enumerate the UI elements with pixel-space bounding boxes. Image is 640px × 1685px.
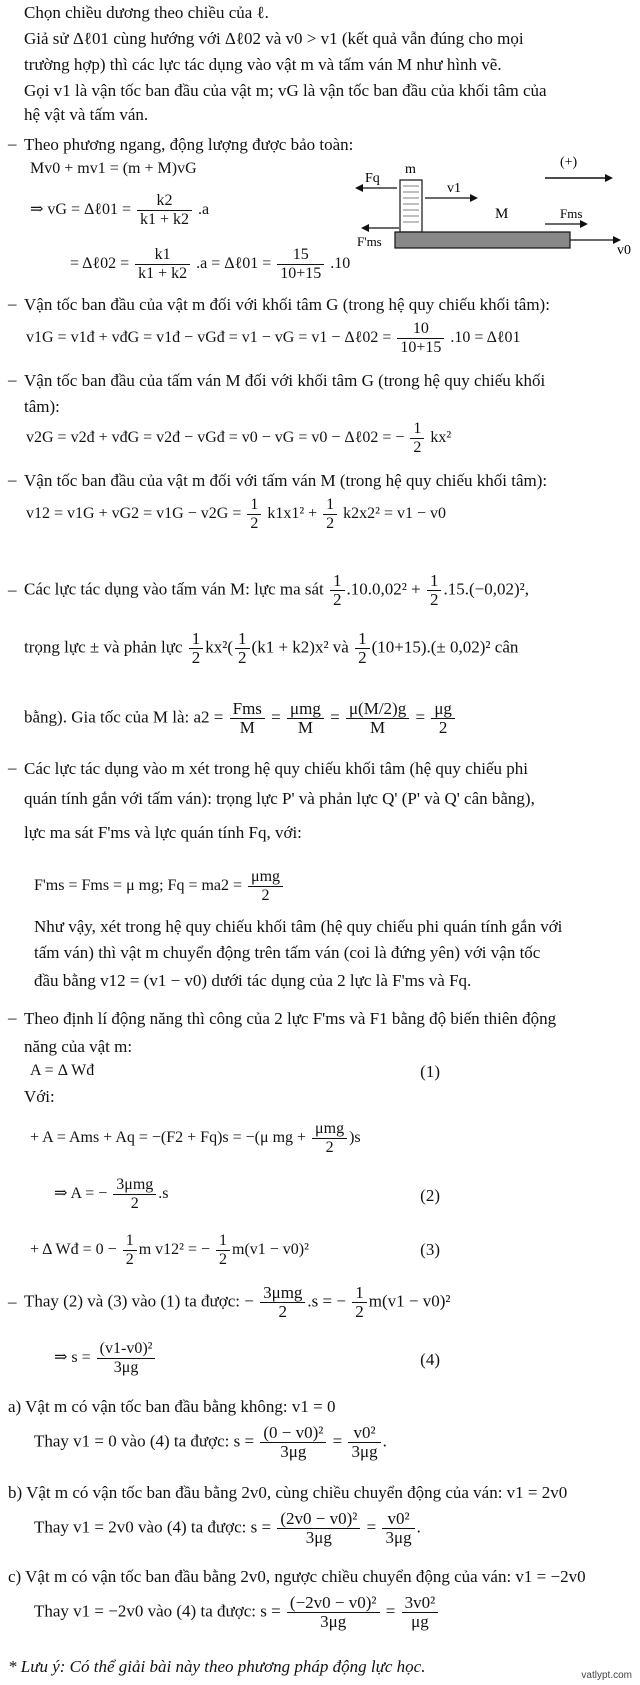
denominator: 2 — [333, 590, 342, 609]
fraction — [382, 1510, 414, 1547]
fraction — [97, 1340, 156, 1377]
denominator: 2 — [278, 1302, 287, 1321]
eq-text: v1G = v1đ + vđG = v1đ − vGđ = v1 − vG = v1 − Δℓ02 = — [26, 329, 392, 347]
denominator: 2 — [130, 1195, 139, 1212]
eq-text: = Δℓ02 = — [70, 255, 130, 273]
eq-text: ⇒ A = − — [54, 1185, 108, 1203]
sec1-eq1: Mv0 + mv1 = (m + M)vG — [30, 160, 197, 177]
sec2-title: Vận tốc ban đầu của vật m đối với khối tâm G (trong hệ quy chiếu khối tâm): — [24, 295, 550, 314]
numerator: μ(M/2)g — [346, 700, 409, 719]
text: .10.0,02² + — [346, 579, 421, 599]
label-m: m — [405, 162, 416, 177]
sec6-line-2: quán tính gắn với tấm ván): trọng lực P' và phản lực Q' (P' và Q' cân bằng), — [24, 789, 535, 808]
sec2-eq — [26, 320, 521, 357]
sec7-eq3 — [54, 1176, 169, 1213]
case-c-eq: Thay v1 = −2v0 vào (4) ta được: s = $\frac{\text{(−2v0 − v0)²}}{3\mu g}$ = $\frac{\text{3v0²}}{\mu g}$ — [34, 1594, 632, 1631]
eq-text: .a = Δℓ01 = — [196, 255, 272, 273]
sec7-line-1: Theo định lí động năng thì công của 2 lực F'ms và F1 bằng độ biến thiên động — [24, 1009, 557, 1028]
intro-line-2: Giả sử Δℓ01 cùng hướng với Δℓ02 và v0 > v1 (kết quả vẫn đúng cho mọi — [24, 29, 524, 48]
denominator: 2 — [355, 1302, 364, 1321]
text: (10+15).(± 0,02)² cân — [371, 637, 519, 657]
numerator: 3μmg — [260, 1284, 305, 1303]
numerator: (2v0 − v0)² — [277, 1510, 360, 1529]
denominator: k1 + k2 — [139, 211, 189, 228]
numerator: 1 — [427, 572, 442, 591]
numerator: 3μmg — [113, 1176, 156, 1195]
denominator: 3μg — [280, 1442, 307, 1461]
text: m(v1 − v0)² — [368, 1291, 451, 1311]
label-fms-left: F'ms — [357, 234, 382, 249]
numerator: μmg — [248, 868, 283, 887]
numerator: 1 — [355, 630, 370, 649]
numerator: 10 — [397, 320, 444, 339]
denominator: 3μg — [305, 1528, 332, 1547]
denominator: 3μg — [113, 1359, 139, 1376]
fraction — [355, 630, 370, 667]
eq-text: v2G = v2đ + vđG = v2đ − vGđ = v0 − vG = v0 − Δℓ02 = − — [26, 429, 405, 447]
numerator: 1 — [410, 420, 424, 439]
fraction — [287, 700, 324, 737]
label-M: M — [495, 206, 509, 222]
sec1-eq3 — [70, 246, 350, 283]
denominator: 3μg — [351, 1442, 378, 1461]
denominator: μg — [411, 1612, 429, 1631]
eq-number-1: (1) — [420, 1062, 440, 1081]
text: .15.(−0,02)², — [443, 579, 529, 599]
text: Thay v1 = 2v0 vào (4) ta được: s = — [34, 1517, 272, 1537]
intro-line-5: hệ vật và tấm ván. — [24, 105, 149, 124]
numerator: 1 — [216, 1232, 230, 1251]
label-plus: (+) — [560, 155, 578, 170]
eq-text: .10 = Δℓ01 — [450, 329, 521, 347]
bullet-dash: – — [8, 580, 17, 599]
denominator: 2 — [413, 439, 422, 456]
fraction — [348, 1424, 380, 1461]
numerator: 1 — [123, 1232, 137, 1251]
bullet-dash: – — [8, 1008, 17, 1027]
label-v1: v1 — [447, 181, 461, 196]
text: Thay (2) và (3) vào (1) ta được: − — [24, 1291, 254, 1311]
sec1-title: Theo phương ngang, động lượng được bảo toàn: — [24, 135, 354, 154]
fraction — [427, 572, 442, 609]
eq-number-3: (3) — [420, 1240, 440, 1259]
sec6-line-5: tấm ván) thì vật m chuyển động trên tấm ván (coi là đứng yên) với vận tốc — [34, 943, 541, 962]
sec5-line-2 — [24, 630, 632, 667]
denominator: M — [239, 718, 255, 737]
sec3-title-2: tâm): — [24, 397, 60, 416]
fraction — [247, 496, 261, 533]
fraction — [397, 320, 444, 357]
eq-text: .s — [158, 1185, 169, 1203]
sec5-line-1 — [24, 572, 632, 609]
denominator: 2 — [238, 648, 247, 667]
fraction — [216, 1232, 230, 1269]
numerator: 3v0² — [402, 1594, 439, 1613]
bullet-dash: – — [8, 134, 17, 153]
sec3-eq — [26, 420, 451, 457]
text: trọng lực ± và phản lực — [24, 637, 183, 657]
sec6-line-6: đầu bằng v12 = (v1 − v0) dưới tác dụng của 2 lực là F'ms và Fq. — [34, 971, 472, 990]
numerator: μg — [431, 700, 455, 719]
denominator: 2 — [325, 1139, 334, 1156]
intro-line-1: Chọn chiều dương theo chiều của ℓ. — [24, 3, 269, 22]
sec4-title: Vận tốc ban đầu của vật m đối với tấm ván M (trong hệ quy chiếu khối tâm): — [24, 471, 548, 490]
numerator: v0² — [382, 1510, 414, 1529]
denominator: 2 — [125, 1251, 134, 1268]
eq-text: .10 — [330, 255, 351, 273]
intro-line-4: Gọi v1 là vận tốc ban đầu của vật m; vG là vận tốc ban đầu của khối tâm của — [24, 81, 547, 100]
sec3-title: Vận tốc ban đầu của tấm ván M đối với khối tâm G (trong hệ quy chiếu khối — [24, 371, 546, 390]
denominator: 2 — [429, 590, 439, 609]
eq-text: ⇒ s = — [54, 1349, 91, 1367]
case-a-eq: Thay v1 = 0 vào (4) ta được: s = $\frac{\text{(0 − v0)²}}{3\mu g}$ = $\frac{\text{v0²}}{3\mu g}$ . — [34, 1423, 387, 1461]
text: bằng). Gia tốc của M là: a2 = — [24, 707, 224, 727]
denominator: 2 — [261, 887, 270, 904]
label-fq: Fq — [365, 171, 380, 186]
eq-number-4: (4) — [420, 1350, 440, 1369]
sec4-eq — [26, 496, 446, 533]
denominator: 2 — [191, 648, 201, 667]
numerator: 1 — [352, 1284, 367, 1303]
text: Thay v1 = 0 vào (4) ta được: s = — [34, 1431, 255, 1451]
denominator: 10+15 — [400, 339, 442, 356]
text: kx²( — [205, 637, 234, 657]
fraction — [402, 1594, 439, 1631]
sec8-eq — [54, 1340, 157, 1377]
note: * Lưu ý: Có thể giải bài này theo phương pháp động lực học. — [8, 1657, 426, 1676]
eq-text: ⇒ vG = Δℓ01 = — [30, 201, 131, 219]
denominator: 3μg — [385, 1528, 412, 1547]
sec7-eq4 — [30, 1232, 309, 1269]
text: .s = − — [307, 1291, 346, 1311]
denominator: 2 — [358, 648, 367, 667]
arrow-head — [361, 224, 369, 232]
numerator: k1 — [135, 246, 190, 265]
bullet-dash: – — [8, 758, 17, 777]
arrow-head — [355, 184, 363, 192]
fraction — [260, 1424, 326, 1461]
eq-text: + Δ Wđ = 0 − — [30, 1241, 117, 1259]
arrow-head — [605, 174, 613, 182]
fraction — [260, 1284, 305, 1321]
block-m — [400, 180, 422, 232]
sec1-eq2 — [30, 192, 209, 229]
text: (k1 + k2)x² và — [251, 637, 349, 657]
fraction — [235, 630, 250, 667]
eq-text: v12 = v1G + vG2 = v1G − v2G = — [26, 505, 242, 523]
fraction — [230, 700, 265, 737]
eq-text: F'ms = Fms = μ mg; Fq = ma2 = — [34, 877, 243, 895]
sec7-line-3: Với: — [24, 1087, 55, 1106]
footer-watermark: vatlypt.com — [581, 1670, 632, 1681]
sec7-eq2 — [30, 1120, 361, 1157]
text: Thay v1 = −2v0 vào (4) ta được: s = — [34, 1601, 281, 1621]
sec6-line-3: lực ma sát F'ms và lực quán tính Fq, với: — [24, 823, 302, 842]
denominator: k1 + k2 — [138, 265, 188, 282]
eq-text: .a — [198, 201, 210, 219]
text: Các lực tác dụng vào tấm ván M: lực ma sát — [24, 579, 324, 599]
denominator: M — [297, 718, 313, 737]
bullet-dash: – — [8, 294, 17, 313]
numerator: μmg — [287, 700, 324, 719]
sec7-eq1: A = Δ Wđ — [30, 1062, 95, 1079]
numerator: 1 — [235, 630, 250, 649]
sec7-line-2: năng của vật m: — [24, 1037, 133, 1056]
fraction — [189, 630, 204, 667]
sec6-eq — [34, 868, 285, 905]
denominator: 2 — [438, 718, 448, 737]
eq-text: m v12² = − — [138, 1241, 210, 1259]
denominator: 2 — [250, 515, 259, 532]
numerator: Fms — [230, 700, 265, 719]
sec6-line-1: Các lực tác dụng vào m xét trong hệ quy chiếu khối tâm (hệ quy chiếu phi — [24, 759, 528, 778]
numerator: v0² — [348, 1424, 380, 1443]
eq-number-2: (2) — [420, 1186, 440, 1205]
case-c-title: c) Vật m có vận tốc ban đầu bằng 2v0, ngược chiều chuyển động của ván: v1 = −2v0 — [8, 1567, 586, 1586]
numerator: 1 — [330, 572, 345, 591]
eq-text: m(v1 − v0)² — [232, 1241, 309, 1259]
numerator: 15 — [277, 246, 324, 265]
numerator: (v1-v0)² — [97, 1340, 156, 1359]
numerator: k2 — [137, 192, 192, 211]
fraction — [352, 1284, 367, 1321]
fraction — [277, 246, 324, 283]
denominator: 2 — [326, 515, 335, 532]
case-a-title: a) Vật m có vận tốc ban đầu bằng không: v1 = 0 — [8, 1397, 336, 1416]
fraction — [410, 420, 424, 457]
eq-text: k2x2² = v1 − v0 — [343, 505, 447, 523]
numerator: μmg — [312, 1120, 347, 1139]
arrow-head — [580, 220, 588, 228]
numerator: 1 — [323, 496, 337, 515]
bullet-dash: – — [8, 470, 17, 489]
case-b-title: b) Vật m có vận tốc ban đầu bằng 2v0, cùng chiều chuyển động của ván: v1 = 2v0 — [8, 1483, 568, 1502]
forces-diagram — [355, 148, 640, 263]
sec8-line-1 — [24, 1284, 632, 1321]
label-fms-right: Fms — [560, 206, 583, 221]
eq-text: kx² — [430, 429, 452, 447]
denominator: M — [370, 718, 386, 737]
arrow-head — [470, 194, 478, 202]
denominator: 2 — [219, 1251, 227, 1268]
bullet-dash: – — [8, 370, 17, 389]
fraction — [137, 192, 192, 229]
eq-text: + A = Ams + Aq = −(F2 + Fq)s = −(μ mg + — [30, 1129, 307, 1147]
label-v0: v0 — [617, 243, 631, 258]
numerator: 1 — [189, 630, 204, 649]
eq-text: )s — [349, 1129, 361, 1147]
case-b-eq: Thay v1 = 2v0 vào (4) ta được: s = $\frac{\text{(2v0 − v0)²}}{3\mu g}$ = $\frac{\text{v0²}}{3\mu g}$ . — [34, 1509, 421, 1547]
sec6-line-4: Như vậy, xét trong hệ quy chiếu khối tâm (hệ quy chiếu phi quán tính gắn với — [34, 917, 563, 936]
fraction — [330, 572, 345, 609]
fraction — [346, 700, 409, 737]
fraction — [323, 496, 337, 533]
bullet-dash: – — [8, 1292, 17, 1311]
fraction — [113, 1176, 156, 1213]
denominator: 10+15 — [280, 265, 322, 282]
fraction — [248, 868, 283, 905]
intro-line-3: trường hợp) thì các lực tác dụng vào vật m và tấm ván M như hình vẽ. — [24, 55, 502, 74]
numerator: (0 − v0)² — [260, 1424, 326, 1443]
fraction — [312, 1120, 347, 1157]
fraction — [287, 1594, 380, 1631]
board-M — [395, 232, 570, 248]
fraction — [431, 700, 455, 737]
sec5-line-3: bằng). Gia tốc của M là: a2 = $\frac{\text{Fms}}{M}$ = $\frac{\text{μmg}}{M}$ = $\frac{\mu(M/2)g}{M}$ = $\frac{\mu g}{2}$ — [24, 700, 632, 737]
fraction — [123, 1232, 137, 1269]
denominator: 3μg — [320, 1612, 347, 1631]
eq-text: k1x1² + — [267, 505, 318, 523]
fraction — [277, 1510, 360, 1547]
fraction — [135, 246, 190, 283]
numerator: 1 — [247, 496, 261, 515]
numerator: (−2v0 − v0)² — [287, 1594, 380, 1613]
